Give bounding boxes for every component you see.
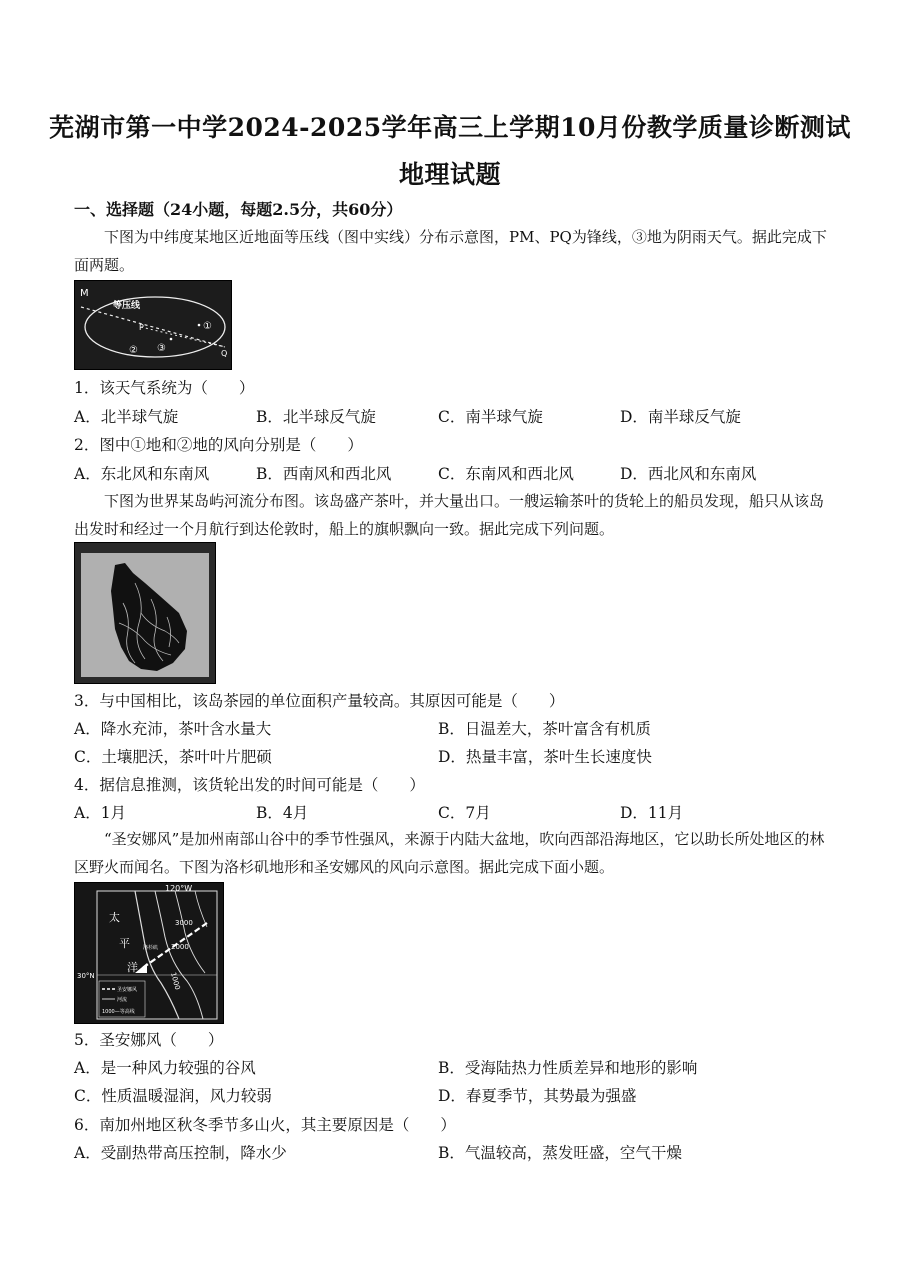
q3-option-c: C．土壤肥沃，茶叶叶片肥硕	[74, 748, 272, 766]
q6-option-a: A．受副热带高压控制，降水少	[74, 1144, 287, 1162]
page-subtitle: 地理试题	[398, 160, 501, 189]
fig1-point-2: ②	[129, 345, 138, 356]
question-6-stem: 6．南加州地区秋冬季节多山火，其主要原因是（ ）	[74, 1116, 456, 1134]
fig3-city-label: 洛杉矶	[143, 945, 159, 951]
q4-option-c: C．7月	[438, 804, 491, 822]
fig3-ocean-char-1: 太	[109, 911, 120, 924]
intro-paragraph-2: 下图为世界某岛屿河流分布图。该岛盛产茶叶，并大量出口。一艘运输茶叶的货轮上的船员发现，船只从该岛出发时和经过一个月航行到达伦敦时，船上的旗帜飘向一致。据此完成下列问题。	[74, 492, 825, 538]
q4-option-d: D．11月	[620, 804, 684, 822]
fig3-contour-1000: 1000	[169, 971, 182, 991]
isobar-map-figure	[74, 280, 232, 370]
q2-option-a: A．东北风和东南风	[74, 465, 210, 483]
q1-option-a: A．北半球气旋	[74, 408, 179, 426]
question-3-stem: 3．与中国相比，该岛茶园的单位面积产量较高。其原因可能是（ ）	[74, 692, 565, 710]
fig3-contour-2000: 2000	[171, 943, 189, 951]
q3-option-b: B．日温差大，茶叶富含有机质	[438, 720, 651, 738]
fig1-label-isobar: 等压线	[113, 301, 141, 311]
fig3-longitude-label: 120°W	[165, 884, 193, 893]
fig3-ocean-char-2: 平	[119, 937, 130, 950]
santa-ana-wind-map-figure	[74, 882, 224, 1024]
q5-option-c: C．性质温暖湿润，风力较弱	[74, 1087, 272, 1105]
q4-option-b: B．4月	[256, 804, 309, 822]
q3-option-d: D．热量丰富，茶叶生长速度快	[438, 748, 652, 766]
q5-option-a: A．是一种风力较强的谷风	[74, 1059, 256, 1077]
question-2-stem: 2．图中①地和②地的风向分别是（ ）	[74, 436, 363, 454]
q5-option-b: B．受海陆热力性质差异和地形的影响	[438, 1059, 698, 1077]
fig1-label-m: M	[80, 288, 89, 299]
fig3-latitude-label: 30°N	[77, 972, 95, 980]
q1-option-b: B．北半球反气旋	[256, 408, 376, 426]
q4-option-a: A．1月	[74, 804, 127, 822]
question-5-stem: 5．圣安娜风（ ）	[74, 1031, 224, 1049]
fig1-label-q: Q	[221, 349, 228, 358]
fig1-point-3: ③	[157, 343, 166, 354]
q1-option-c: C．南半球气旋	[438, 408, 543, 426]
q2-option-d: D．西北风和东南风	[620, 465, 757, 483]
question-1-stem: 1．该天气系统为（ ）	[74, 379, 255, 397]
page-title: 芜湖市第一中学2024-2025学年高三上学期10月份教学质量诊断测试	[49, 113, 851, 142]
fig3-legend-wind: 圣安娜风	[117, 987, 138, 993]
section-heading: 一、选择题（24小题，每题2.5分，共60分）	[74, 200, 403, 219]
intro-paragraph-3: “圣安娜风”是加州南部山谷中的季节性强风，来源于内陆大盆地，吹向西部沿海地区，它以助长所处地区的林区野火而闻名。下图为洛杉矶地形和圣安娜风的风向示意图。据此完成下面小题。	[74, 830, 825, 876]
fig3-ocean-char-3: 洋	[127, 961, 138, 974]
fig1-label-p: P	[139, 323, 144, 332]
q3-option-a: A．降水充沛，茶叶含水量大	[74, 720, 272, 738]
fig3-contour-3000: 3000	[175, 919, 193, 927]
fig3-legend-contour: 1000—等高线	[102, 1009, 135, 1015]
question-4-stem: 4．据信息推测，该货轮出发的时间可能是（ ）	[74, 776, 425, 794]
q2-option-c: C．东南风和西北风	[438, 465, 574, 483]
q6-option-b: B．气温较高，蒸发旺盛，空气干燥	[438, 1144, 682, 1162]
island-river-map-figure	[74, 542, 216, 684]
q2-option-b: B．西南风和西北风	[256, 465, 392, 483]
q5-option-d: D．春夏季节，其势最为强盛	[438, 1087, 637, 1105]
fig1-point-1: ①	[203, 321, 212, 332]
fig3-legend-river: 河流	[117, 997, 128, 1003]
intro-paragraph-1: 下图为中纬度某地区近地面等压线（图中实线）分布示意图，PM、PQ为锋线，③地为阴雨天气。据此完成下面两题。	[74, 228, 827, 274]
q1-option-d: D．南半球反气旋	[620, 408, 741, 426]
